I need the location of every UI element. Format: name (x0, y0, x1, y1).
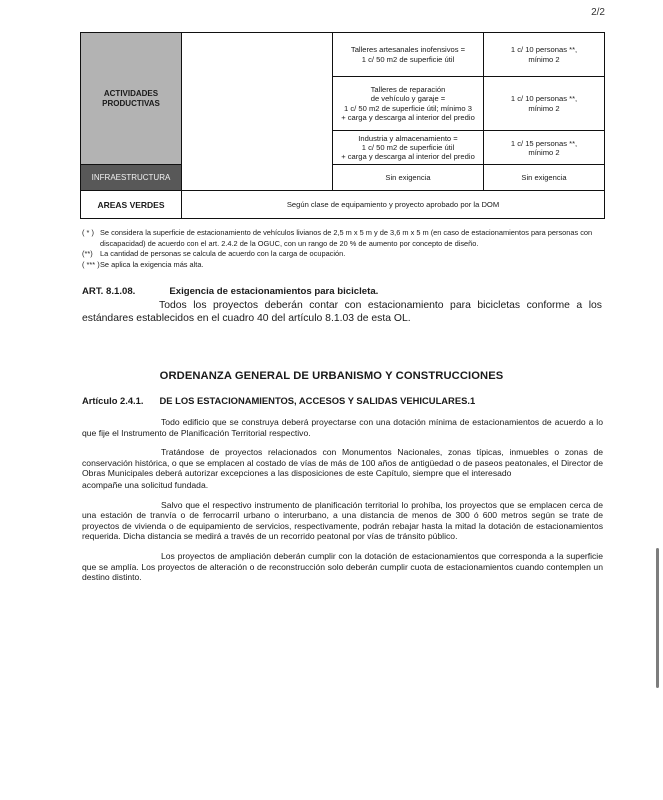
parking-requirements-table (80, 32, 605, 219)
table-row-exigencia: 1 c/ 10 personas **, mínimo 2 (484, 33, 605, 77)
note-mark: (**) (82, 249, 93, 258)
table-row-exigencia: 1 c/ 10 personas **, mínimo 2 (484, 77, 605, 131)
table-row-uso: Talleres de reparación de vehículo y garaje = 1 c/ 50 m2 de superficie útil; mínimo 3 + carga y descarga al interior del predio (333, 77, 484, 131)
areas-verdes-text: Según clase de equipamiento y proyecto aprobado por la DOM (182, 191, 605, 219)
article-241-heading (82, 395, 475, 406)
table-row-exigencia: 1 c/ 15 personas **, mínimo 2 (484, 131, 605, 165)
paragraph: Salvo que el respectivo instrumento de planificación territorial lo prohíba, los proyectos que se emplacen cerca de una estación de tranvía o de ferrocarril urbano o interurbano, a una distancia de menos de 300 ó 600 metros según se trate de proyectos de vivienda o de equipamiento de servicios, respectivamente, podrán rebajar hasta la mitad la dotación de estacionamientos requerida. Dicha distancia se medirá a través de un recorrido peatonal por vías de tránsito público. (82, 499, 603, 542)
paragraph: Tratándose de proyectos relacionados con Monumentos Nacionales, zonas típicas, inmuebles o zonas de conservación histórica, o que se emplacen al costado de vías de más de 100 años de antigüedad o de paseos peatonales, el Director de Obras Municipales deberá autorizar excepciones a las disposiciones de este Capítulo, siempre que el interesado (82, 447, 603, 479)
note-item (82, 228, 602, 249)
note-mark: ( *** ) (82, 259, 100, 269)
infraestructura-header: INFRAESTRUCTURA (81, 165, 182, 191)
paragraph: Todo edificio que se construya deberá proyectarse con una dotación mínima de estacionamientos de acuerdo a lo que fije el Instrumento de Planificación Territorial respectivo. (82, 417, 603, 438)
note-text: La cantidad de personas se calcula de acuerdo con la carga de ocupación. (100, 249, 346, 258)
article-title: Exigencia de estacionamientos para bicicleta. (169, 286, 379, 297)
article-241-body (82, 417, 603, 592)
ordenanza-title: ORDENANZA GENERAL DE URBANISMO Y CONSTRUCCIONES (159, 370, 504, 382)
note-item (82, 249, 602, 260)
paragraph: Los proyectos de ampliación deberán cumplir con la dotación de estacionamientos que corresponda a la superficie que se amplía. Los proyectos de alteración o de reconstrucción solo deberán cumplir cuota de estacionamientos cuando contemplen un destino distinto. (82, 550, 603, 583)
table-notes (82, 228, 602, 270)
note-mark: ( * ) (82, 228, 94, 237)
infraestructura-exigencia: Sin exigencia (484, 165, 605, 191)
scrollbar[interactable] (656, 548, 659, 688)
table-row-uso: Talleres artesanales inofensivos = 1 c/ 50 m2 de superficie útil (333, 33, 484, 77)
article-number: Artículo 2.4.1. (82, 395, 144, 406)
paragraph-continuation: acompañe una solicitud fundada. (82, 479, 209, 490)
infraestructura-uso: Sin exigencia (333, 165, 484, 191)
article-body-text: Todos los proyectos deberán contar con estacionamiento para bicicletas conforme a los estándares establecidos en el cuadro 40 del artículo 8.1.03 de esta OL. (82, 300, 602, 324)
article-number: ART. 8.1.08. (82, 286, 136, 297)
page-number: 2/2 (591, 7, 605, 18)
article-8108-body (82, 299, 602, 325)
areas-verdes-header: AREAS VERDES (81, 191, 182, 219)
article-8108-heading (82, 286, 378, 297)
note-text: Se aplica la exigencia más alta. (100, 259, 204, 269)
note-text: Se considera la superficie de estacionamiento de vehículos livianos de 2,5 m x 5 m y de 3,6 m x 5 m (en caso de estacionamientos para personas con discapacidad) de acuerdo con el art. 2.4.2 de la OGUC, con un rango de 20 % de aumento por concepto de diseño. (100, 228, 593, 248)
actividades-productivas-header: ACTIVIDADES PRODUCTIVAS (81, 33, 182, 165)
article-title: DE LOS ESTACIONAMIENTOS, ACCESOS Y SALIDAS VEHICULARES.1 (159, 395, 476, 406)
empty-cell (182, 33, 333, 191)
table-row-uso: Industria y almacenamiento = 1 c/ 50 m2 de superficie útil + carga y descarga al interior del predio (333, 131, 484, 165)
note-item (82, 260, 602, 271)
